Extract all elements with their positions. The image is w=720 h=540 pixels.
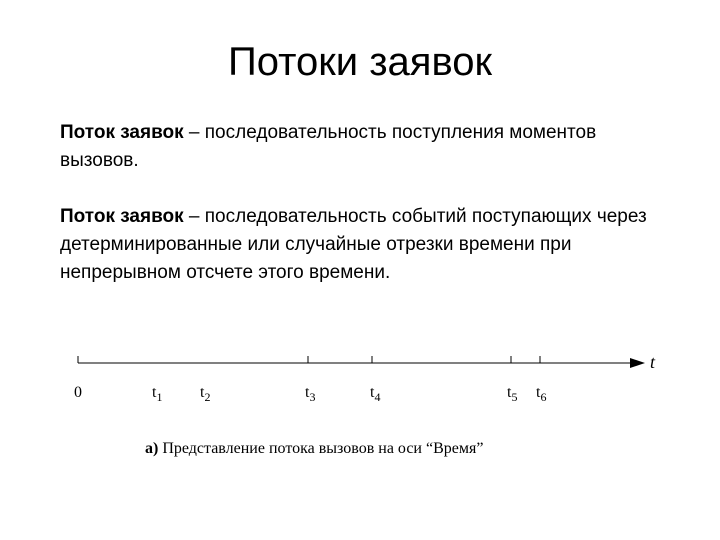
event-label-subscript-4: 4 [374, 390, 381, 404]
event-label-3: $t_3$ [305, 384, 316, 404]
event-label-subscript-2: 2 [204, 390, 211, 404]
slide-title: Потоки заявок [228, 40, 492, 84]
figure-caption-prefix: а) [145, 440, 159, 457]
figure-caption [145, 440, 483, 458]
definition-1-text: – последовательность поступления моментов вызовов. [60, 122, 597, 171]
definition-1-term: Поток заявок [60, 122, 184, 143]
event-label-subscript-3: 3 [309, 390, 316, 404]
time-axis-label: t [650, 352, 656, 372]
event-label-subscript-5: 5 [511, 390, 518, 404]
event-label-6: $t_6$ [536, 384, 547, 404]
event-label-2: $t_2$ [200, 384, 211, 404]
event-label-4: $t_4$ [370, 384, 381, 404]
event-label-1: $t_1$ [152, 384, 163, 404]
definition-1 [60, 119, 680, 175]
event-label-subscript-6: 6 [540, 390, 547, 404]
origin-label: 0 [74, 384, 82, 401]
definition-2 [60, 203, 680, 287]
figure-caption-text: Представление потока вызовов на оси “Время” [158, 440, 484, 457]
event-label-5: $t_5$ [507, 384, 518, 404]
definition-2-term: Поток заявок [60, 206, 184, 227]
time-axis-arrowhead [630, 358, 645, 368]
event-label-subscript-1: 1 [156, 390, 163, 404]
time-axis-svg [0, 340, 720, 440]
definition-2-text: – последовательность событий поступающих через детерминированные или случайные отрезки времени при непрерывном отсчете этого времени. [60, 206, 647, 283]
